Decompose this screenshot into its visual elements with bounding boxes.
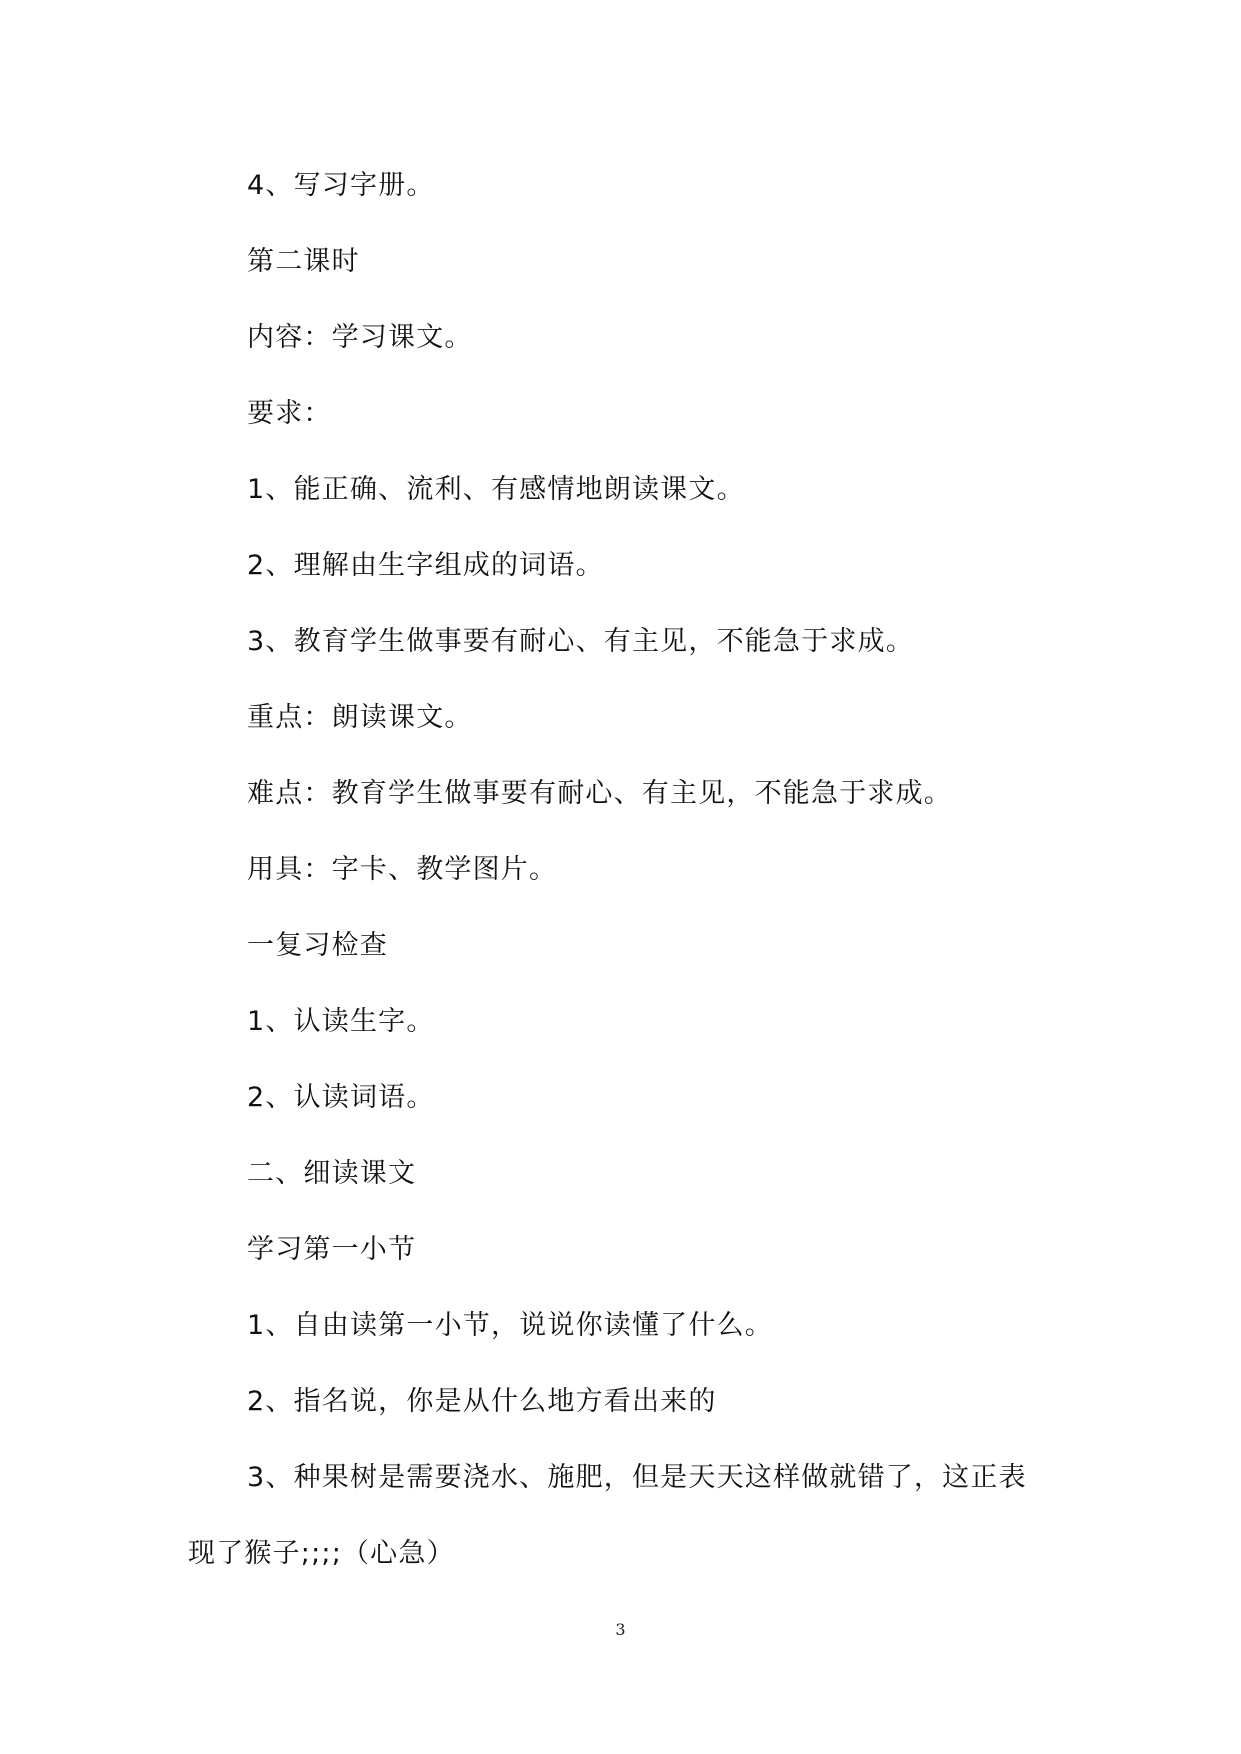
section-heading: 第二课时: [247, 246, 360, 277]
list-item: 2、认读词语。: [247, 1082, 435, 1113]
paragraph-line: 重点：朗读课文。: [247, 702, 473, 733]
section-heading: 一复习检查: [247, 930, 388, 961]
list-item: 3、种果树是需要浇水、施肥，但是天天这样做就错了，这正表: [247, 1462, 1027, 1493]
paragraph-line: 难点：教育学生做事要有耐心、有主见，不能急于求成。: [247, 778, 952, 809]
paragraph-line: 用具：字卡、教学图片。: [247, 854, 558, 885]
list-item: 1、能正确、流利、有感情地朗读课文。: [247, 474, 745, 505]
paragraph-continuation: 现了猴子;;;;（心急）: [188, 1538, 455, 1569]
document-body: [188, 148, 1068, 1592]
list-item: 3、教育学生做事要有耐心、有主见，不能急于求成。: [247, 626, 914, 657]
list-item: 2、指名说，你是从什么地方看出来的: [247, 1386, 717, 1417]
list-item: 2、理解由生字组成的词语。: [247, 550, 604, 581]
paragraph-line: 要求：: [247, 398, 332, 429]
paragraph-line: 学习第一小节: [247, 1234, 417, 1265]
page-number: 3: [615, 1620, 626, 1639]
section-heading: 二、细读课文: [247, 1158, 417, 1189]
paragraph-line: 4、写习字册。: [247, 170, 435, 201]
list-item: 1、自由读第一小节，说说你读懂了什么。: [247, 1310, 773, 1341]
paragraph-line: 内容：学习课文。: [247, 322, 473, 353]
list-item: 1、认读生字。: [247, 1006, 435, 1037]
